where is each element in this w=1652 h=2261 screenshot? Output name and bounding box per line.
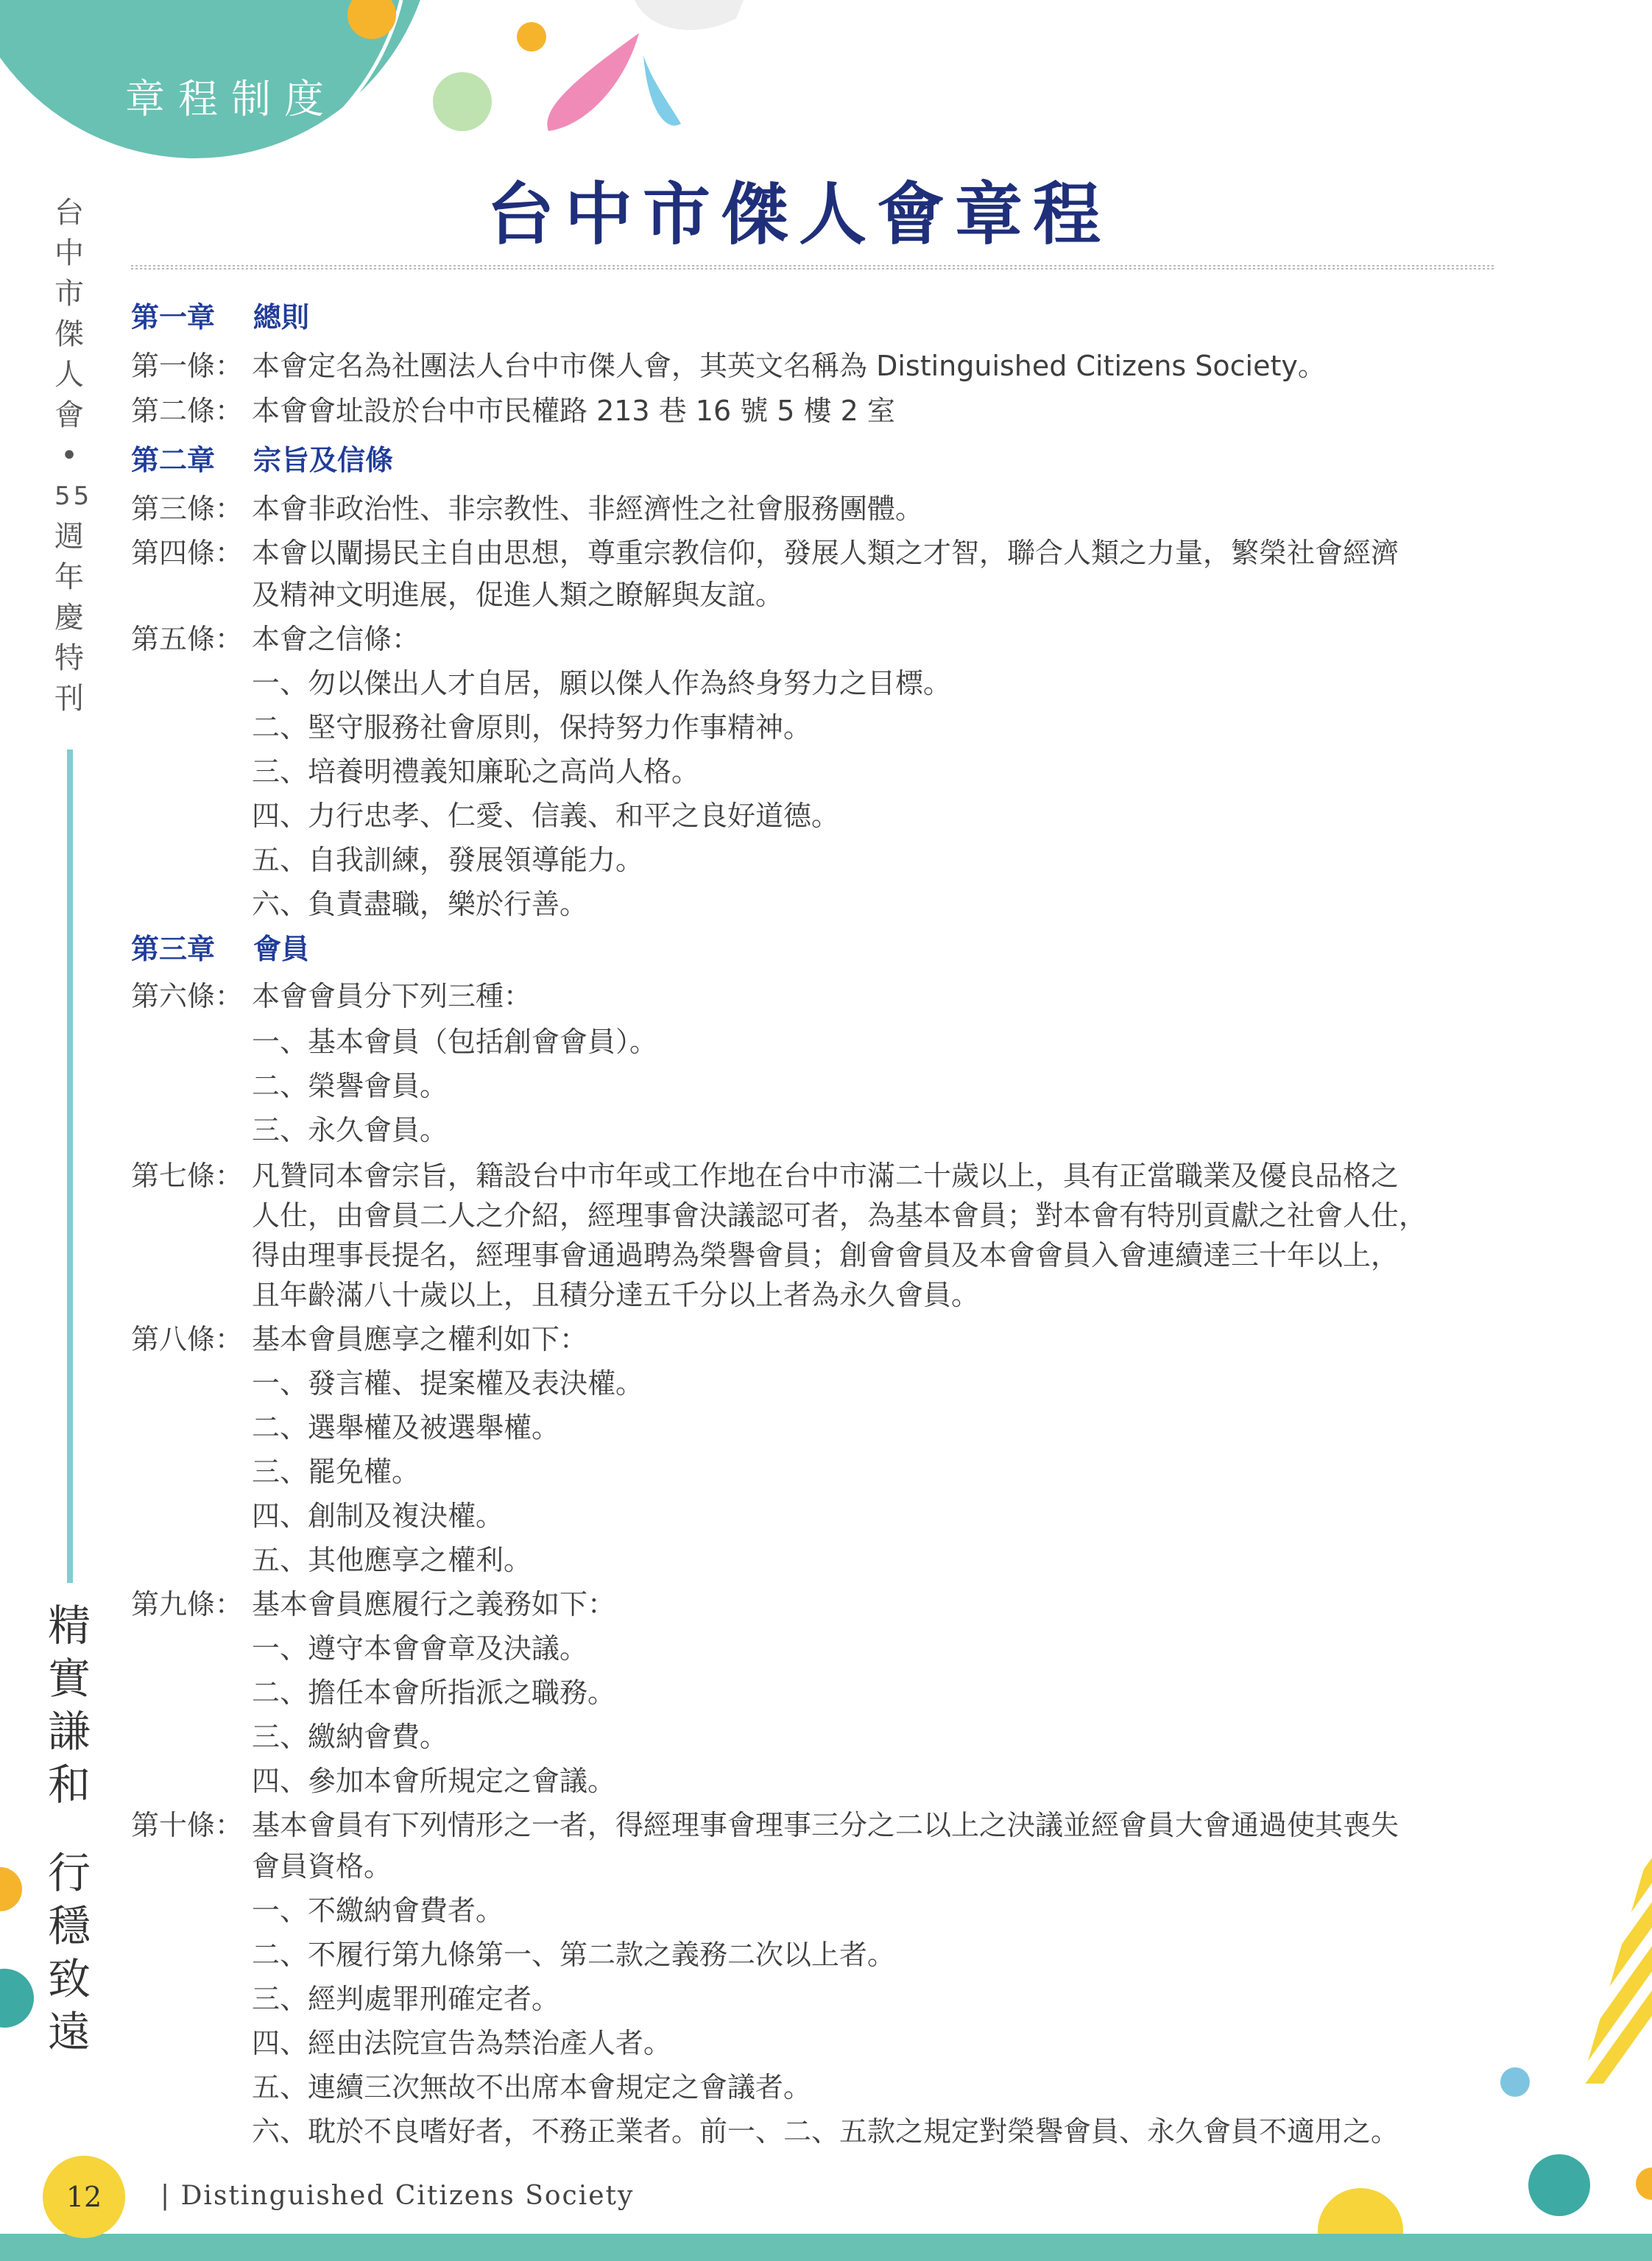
article xyxy=(131,530,1399,571)
list-item: 五、自我訓練，發展領導能力。 xyxy=(252,844,644,876)
list-item: 六、耽於不良嗜好者，不務正業者。前一、二、五款之規定對榮譽會員、永久會員不適用之。 xyxy=(252,2115,1399,2148)
article-text: 本會定名為社團法人台中市傑人會，其英文名稱為 Distinguished Citizens Society。 xyxy=(252,350,1326,382)
chapter-name: 宗旨及信條 xyxy=(253,444,394,476)
side-char: 慶 xyxy=(54,601,84,635)
article xyxy=(131,343,1326,384)
side-char: 市 xyxy=(54,277,84,311)
side-char: 台 xyxy=(54,196,84,230)
chapter-number: 第一章 xyxy=(131,301,216,334)
article xyxy=(131,1802,1399,1843)
list-item: 四、力行忠孝、仁愛、信義、和平之良好道德。 xyxy=(252,800,840,832)
side-char: 人 xyxy=(54,358,84,392)
list-item: 四、創制及複決權。 xyxy=(252,1500,504,1532)
motto-char: 和 xyxy=(47,1760,91,1810)
list-item: 一、遵守本會會章及決議。 xyxy=(252,1632,588,1665)
article-text: 本會會員分下列三種： xyxy=(252,980,532,1012)
list-item: 六、負責盡職，樂於行善。 xyxy=(252,888,588,920)
chapter-number: 第二章 xyxy=(131,444,216,476)
article-number: 第十條： xyxy=(131,1809,244,1841)
article-continuation: 人仕，由會員二人之介紹，經理事會決議認可者，為基本會員；對本會有特別貢獻之社會人仕， xyxy=(252,1199,1427,1232)
list-item: 五、其他應享之權利。 xyxy=(252,1544,532,1576)
list-item: 一、不繳納會費者。 xyxy=(252,1894,504,1927)
list-item: 二、選舉權及被選舉權。 xyxy=(252,1411,560,1444)
list-item: 一、基本會員（包括創會會員）。 xyxy=(252,1026,658,1058)
section-label: 章程制度 xyxy=(125,76,337,122)
list-item: 五、連續三次無故不出席本會規定之會議者。 xyxy=(252,2071,812,2103)
article-text: 本會非政治性、非宗教性、非經濟性之社會服務團體。 xyxy=(252,493,924,525)
article-number: 第一條： xyxy=(131,350,244,382)
list-item: 三、培養明禮義知廉恥之高尚人格。 xyxy=(252,755,700,788)
side-char: 中 xyxy=(54,236,84,270)
motto-char: 行 xyxy=(47,1848,91,1898)
side-char: • xyxy=(60,439,78,473)
side-motto-1 xyxy=(47,1599,91,1811)
side-char: 特 xyxy=(54,641,84,675)
left-side-dots xyxy=(0,0,44,2261)
article xyxy=(131,1153,1399,1193)
side-motto-2 xyxy=(47,1846,91,2059)
motto-char: 穩 xyxy=(47,1901,91,1951)
side-publication-title xyxy=(54,193,93,719)
side-char: 週 xyxy=(54,520,84,554)
article-continuation: 及精神文明進展，促進人類之瞭解與友誼。 xyxy=(252,579,784,611)
side-char: 年 xyxy=(54,560,84,594)
article-text: 基本會員應享之權利如下： xyxy=(252,1323,588,1355)
motto-char: 遠 xyxy=(47,2007,91,2057)
page-title: 台中市傑人會章程 xyxy=(486,175,1111,254)
chapter-heading xyxy=(131,926,309,967)
article-number: 第五條： xyxy=(131,623,244,655)
list-item: 一、發言權、提案權及表決權。 xyxy=(252,1367,644,1400)
list-item: 四、經由法院宣告為禁治產人者。 xyxy=(252,2027,672,2059)
list-item: 二、擔任本會所指派之職務。 xyxy=(252,1676,616,1709)
article-number: 第四條： xyxy=(131,537,244,569)
article-text: 本會以闡揚民主自由思想，尊重宗教信仰，發展人類之才智，聯合人類之力量，繁榮社會經濟 xyxy=(252,537,1399,569)
list-item: 四、參加本會所規定之會議。 xyxy=(252,1765,616,1797)
chapter-heading xyxy=(131,294,309,335)
article-continuation: 且年齡滿八十歲以上，且積分達五千分以上者為永久會員。 xyxy=(252,1279,980,1311)
article xyxy=(131,1316,588,1357)
article-text: 基本會員有下列情形之一者，得經理事會理事三分之二以上之決議並經會員大會通過使其喪失 xyxy=(252,1809,1399,1841)
article xyxy=(131,388,895,428)
side-char: 刊 xyxy=(54,682,84,716)
page-number: 12 xyxy=(66,2181,102,2213)
title-divider xyxy=(131,264,1496,271)
article-text: 本會會址設於台中市民權路 213 巷 16 號 5 樓 2 室 xyxy=(252,395,895,427)
list-item: 三、繳納會費。 xyxy=(252,1721,448,1753)
motto-char: 致 xyxy=(47,1954,91,2004)
list-item: 二、堅守服務社會原則，保持努力作事精神。 xyxy=(252,711,812,744)
list-item: 二、榮譽會員。 xyxy=(252,1070,448,1102)
article-number: 第九條： xyxy=(131,1588,244,1620)
article-number: 第七條： xyxy=(131,1160,244,1192)
list-item: 一、勿以傑出人才自居，願以傑人作為終身努力之目標。 xyxy=(252,667,952,699)
chapter-name: 會員 xyxy=(253,933,310,965)
motto-char: 精 xyxy=(47,1601,91,1651)
header-decoration xyxy=(0,0,810,169)
article-continuation: 得由理事長提名，經理事會通過聘為榮譽會員；創會會員及本會會員入會連續達三十年以上， xyxy=(252,1239,1399,1271)
article-text: 本會之信條： xyxy=(252,623,420,655)
article-number: 第二條： xyxy=(131,395,244,427)
article-number: 第六條： xyxy=(131,980,244,1012)
list-item: 二、不履行第九條第一、第二款之義務二次以上者。 xyxy=(252,1939,896,1971)
chapter-name: 總則 xyxy=(253,301,310,334)
list-item: 三、經判處罪刑確定者。 xyxy=(252,1983,560,2015)
article-text: 凡贊同本會宗旨，籍設台中市年或工作地在台中市滿二十歲以上，具有正當職業及優良品格之 xyxy=(252,1160,1399,1192)
motto-char: 謙 xyxy=(47,1707,91,1757)
article xyxy=(131,486,924,526)
chapter-number: 第三章 xyxy=(131,933,216,965)
side-char: 會 xyxy=(54,398,84,432)
list-item: 三、罷免權。 xyxy=(252,1456,420,1488)
side-vertical-bar xyxy=(67,749,73,1583)
side-char: 傑 xyxy=(54,317,84,351)
article xyxy=(131,1581,616,1622)
article-number: 第三條： xyxy=(131,493,244,525)
footer-publication-name: | Distinguished Citizens Society xyxy=(160,2181,635,2211)
article-continuation: 會員資格。 xyxy=(252,1850,392,1883)
side-char: 55 xyxy=(54,482,93,511)
list-item: 三、永久會員。 xyxy=(252,1114,448,1146)
motto-char: 實 xyxy=(47,1654,91,1704)
article xyxy=(131,973,532,1014)
article-text: 基本會員應履行之義務如下： xyxy=(252,1588,616,1620)
chapter-heading xyxy=(131,437,393,478)
footer-bar xyxy=(0,2234,1652,2261)
article-number: 第八條： xyxy=(131,1323,244,1355)
article xyxy=(131,616,420,657)
